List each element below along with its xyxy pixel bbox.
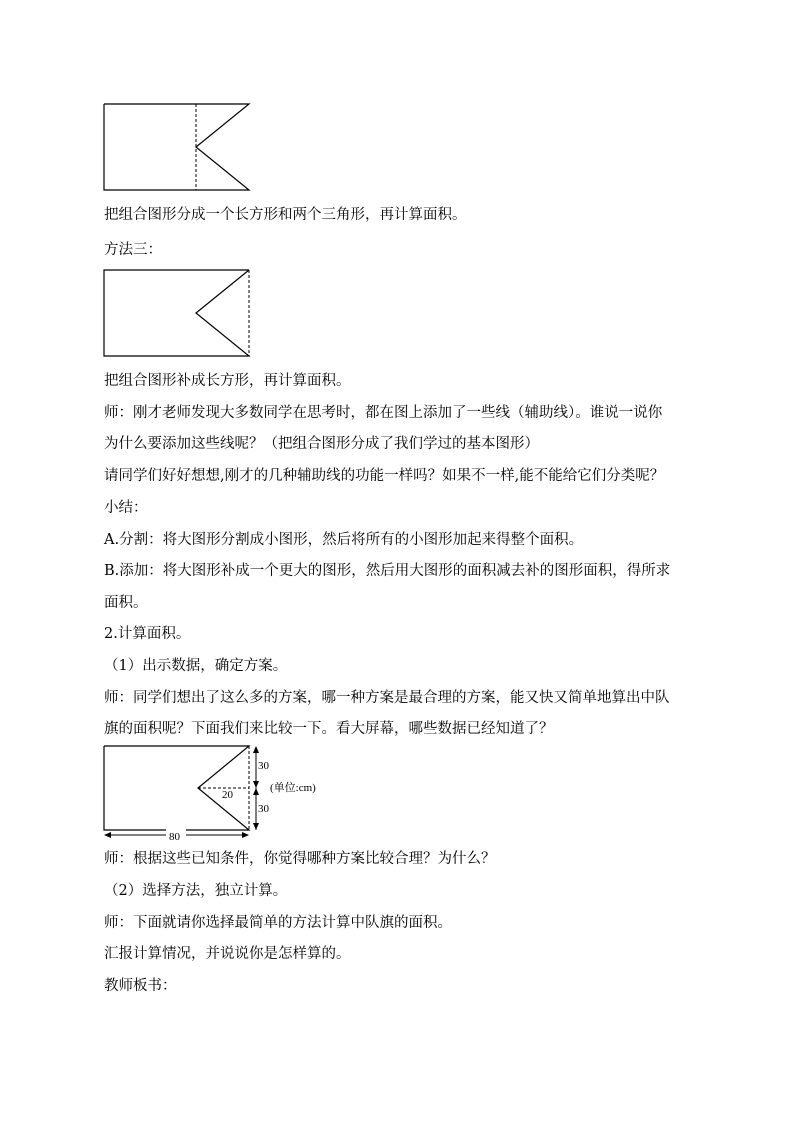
- dimension-label-bottom: 30: [258, 803, 269, 815]
- paragraph-teacher-which-plan: 师：根据这些已知条件，你觉得哪种方案比较合理？为什么？: [104, 851, 496, 867]
- step-show-data: （1）出示数据，确定方案。: [104, 658, 288, 674]
- paragraph-method-two-desc: 把组合图形分成一个长方形和两个三角形，再计算面积。: [104, 207, 467, 223]
- step-choose-method: （2）选择方法，独立计算。: [104, 883, 288, 899]
- arrow-head: [253, 788, 259, 795]
- dimension-label-width: 80: [169, 831, 180, 842]
- heading-calculate-area: 2.计算面积。: [104, 626, 191, 642]
- paragraph-report: 汇报计算情况，并说说你是怎样算的。: [104, 946, 351, 962]
- dimension-label-middle: 20: [222, 789, 233, 801]
- dimension-label-top: 30: [258, 760, 269, 772]
- arrow-head: [253, 823, 259, 830]
- paragraph-teacher-calculate: 师：下面就请你选择最简单的方法计算中队旗的面积。: [104, 915, 452, 931]
- paragraph-teacher-compare-line2: 旗的面积呢？下面我们来比较一下。看大屏幕，哪些数据已经知道了？: [104, 721, 554, 737]
- paragraph-teacher-question-line1: 师：刚才老师发现大多数同学在思考时，都在图上添加了一些线（辅助线）。谁说一说你: [104, 405, 663, 421]
- heading-method-three: 方法三：: [104, 242, 162, 258]
- summary-item-add-line1: B.添加：将大图形补成一个更大的图形，然后用大图形的面积减去补的图形面积，得所求: [104, 563, 671, 579]
- paragraph-teacher-compare-line1: 师：同学们想出了这么多的方案，哪一种方案是最合理的方案，能又快又简单地算出中队: [104, 690, 670, 706]
- heading-summary: 小结：: [104, 500, 148, 516]
- arrow-head: [253, 781, 259, 788]
- arrow-head: [104, 832, 111, 838]
- flag-outline: [104, 104, 249, 190]
- flag-outline: [104, 746, 249, 830]
- paragraph-method-three-desc: 把组合图形补成长方形，再计算面积。: [104, 373, 351, 389]
- heading-board-writing: 教师板书：: [104, 978, 177, 994]
- summary-item-add-line2: 面积。: [104, 595, 148, 611]
- paragraph-teacher-question-line2: 为什么要添加这些线呢？（把组合图形分成了我们学过的基本图形）: [104, 436, 539, 452]
- flag-figure-completed: [102, 266, 254, 360]
- arrow-head: [253, 746, 259, 753]
- summary-item-split: A.分割：将大图形分割成小图形，然后将所有的小图形加起来得整个面积。: [104, 532, 584, 548]
- flag-outline: [104, 270, 249, 356]
- flag-figure-divided: [102, 102, 254, 194]
- paragraph-think-prompt: 请同学们好好想想,刚才的几种辅助线的功能一样吗？如果不一样,能不能给它们分类呢？: [104, 468, 665, 484]
- arrow-head: [242, 832, 249, 838]
- unit-label: (单位:cm): [270, 782, 316, 794]
- flag-figure-dimensioned: [102, 744, 342, 842]
